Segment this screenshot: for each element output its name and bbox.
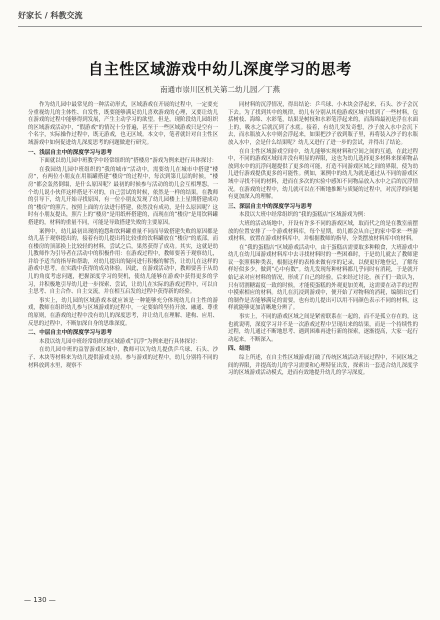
article-title: 自主性区域游戏中幼儿深度学习的思考 xyxy=(88,60,352,78)
body-paragraph: 在自主性区域游戏空间中，幼儿能够实现材料和空间之间的互通，在此过程中，不同的游戏区域间并没有明显的界限，这也为幼儿选择更多材料来探索物品放到水中的沉浮问题提供了更多的可能，打造不同游戏区域之间的界限，使为幼儿进行游戏提供更多的可能性。例如，案例中的幼儿为就是通过从不同的游戏区域中寻找不同的材料，进而在多次的实验中感知不同物品放入水中之后的沉浮情况。在游戏的过程中，幼儿就可以在不断地推断与质疑的过程中，对沉浮的问题有更加深入的理解。 xyxy=(228,148,418,201)
body-paragraph: 事实上，幼儿园的区域游戏本就应该是一种能够充分体现幼儿自主性的游戏，教师在组织幼儿参与区域游戏的过程中，一定要始终坚持开放、融通、尊重的原则，在游戏的过程中没有幼儿的深度思考，并让幼儿在理解、建构、应用、反思的过程中，不断加深自身的思维深度。 xyxy=(28,297,218,327)
page-number: — 130 — xyxy=(24,596,56,604)
body-paragraph: 大班的活动场地中，开设有许多不同的游戏区域，取而代之的是在教室前摆放的位置安排了一个游戏材料库，每个星期，幼儿都会从自己的家中带来一些游戏材料，放置在游戏材料库中，并根据教师的指导，分类摆放材料库中的材料。 xyxy=(228,220,418,243)
body-paragraph: 综上所述，在自主性区域游戏打破了传统区域活动开展过程中，不同区域之间的界限，并提高幼儿的学习需要和心理特征出发，探索出一套适合幼儿深度学习的区域游戏活动模式，进而有效地提升幼儿的学习深度。 xyxy=(228,355,418,377)
journal-header xyxy=(18,10,422,30)
body-paragraph: 事实上，不同的游戏区域之间是紧密联系在一起的，而不是孤立存在的，这也就说明，深度学习并不是一次游戏过程中呈现出来的结果，而是一个持续性的过程，幼儿通过不断地思考、遇到困难再进行新的探索，逐渐提高，大家一起行动起来，不断深入。 xyxy=(228,314,418,343)
body-paragraph: 本段以大班中经常组织的“我的蛋糕店”区域游戏为例： xyxy=(239,212,369,219)
body-paragraph: 在幼儿园中班的益智游戏区域中，教师可以为幼儿提供乒乓球、石头、沙子、木块等材料来为幼儿提供游戏支持。参与游戏的过程中，幼儿分别将不同的材料放到水里，观察不 xyxy=(28,347,218,369)
section-heading: 一、浅层自主中的深度学习与思考 xyxy=(28,149,112,156)
body-paragraph: 在“我的蛋糕店”区域游戏活动中，由于蛋糕店需要取多种粮食，大班游戏中幼儿在幼儿园游戏材料库中去寻找材料时的一些困难时，于是幼儿就去了教师建议一张照料种类表，根据这样的表格来做有序的记录，以便更好地登记，了解每样好似多少，做到“心中有数”。幼儿发现每种材料都几乎同时有消耗，于是就开始记录对应材料的情况，形成了自己的经验，后来经过讨论，孩子们一致认为，只有切割糖霜度一致的时候，才能使蛋糕的外观更加美观，这需要在动手的过程中摸索相应的材料。幼儿在沉浸到游戏中，便开始了对物料的消耗，编制出它们的制作是否能够满足的需要，也有幼儿提出可以用不同颜色表示不同的材料，这样就能够更加清晰地分辨了。 xyxy=(228,244,418,312)
body-paragraph: 作为幼儿园中最常见的一种活动形式，区域游戏在开展的过程中，一定要充分重视幼儿的主体性、自发性，既要能够满足幼儿喜欢游戏的心理，又要让幼儿在游戏的过程中能够得到发展，产生主动学习的欲望。但是，现阶段幼儿园组织的区域游戏活动中，“假游戏”的情况十分普遍，甚至于一些区域游戏只是空有一个名字，实际操作过程中，既无游戏，也无区域。本文中，笔者就针对自主性区域游戏中如何促进幼儿深度思考的问题做进行研究。 xyxy=(28,102,218,146)
body-paragraph: 在我园幼儿园中班组织的“我的城市”活动中，需要幼儿在城市中搭建“楼房”，有两位小朋友在用瓶罐搭建“楼房”的过程中，每次到第几层的时候，“楼房”都会轰然倒塌，是什么原因呢？最初的时候参与活动的幼儿会互相埋怨，一个幼儿说小伙伴这样搭是不对的，自己尝试的时候，依然是一样的结果。在教师的引导下，幼儿开始寻找原因，有一位小朋友发现了幼儿园楼上上星期搭建成功的“楼房”的照片，按照上面的方法进行搭建，依然没有成功，是什么原因呢？这时有小朋友提出，照片上的“楼房”是用纸杯搭建的，而现在的“楼房”是用饮料罐搭建的，材料的重量不同，可能是导致搭建失败的主要原因。 xyxy=(28,166,218,226)
body-paragraph: 本段以幼儿园中班经常组织的区域游戏“沉浮”为例来进行具体探讨： xyxy=(39,338,201,345)
section-heading: 二、中层自主中的深度学习与思考 xyxy=(28,330,112,337)
section-heading: 三、深层自主中的深度学习与思考 xyxy=(228,203,312,210)
article-author: 南通市崇川区机关第二幼儿园／丁燕 xyxy=(160,85,280,94)
left-column xyxy=(28,102,218,371)
section-heading: 四、结语 xyxy=(228,346,251,353)
body-paragraph: 同材料的沉浮情况，得出结论：乒乓球、小木块会浮起来，石头、沙子会沉下去。为了找到其中的规律，幼儿有分别从其他游戏区域中找到了一些材料，包括树枝、海绵、水彩笔，结果是树枝和水彩笔浮起来的，而海绵最初是浮在水面上的，吸水之后就沉到了水底。接着，有幼儿突发奇想，沙子放入水中会沉下去，而水瓶放入水中则会浮起来，如果把沙子放到瓶子里，再将装入沙子的水瓶放入水中，会是什么结果呢？幼儿又进行了进一步的尝试，并得出了结论。 xyxy=(228,102,418,146)
right-column xyxy=(228,102,418,379)
body-paragraph: 案例中，幼儿最初出现的抱怨和饮料罐重量不同而导致搭建失败的原因都是幼儿基于观察提出的，接着有幼儿提出将比较重的饮料罐放在“楼房”的底部，而在楼房的顶部换上比较轻的材料，尝试之后，果然获得了成功。其实，这就是幼儿教师作为引导者在活动中的积极作用：在游戏过程中，教师要善于观察幼儿，并给予适当的指导和帮助，对幼儿提出的疑问进行积极的解答，让幼儿在这样的游戏中思考，在实践中获得的成功体验。因此，在游戏活动中，教师要善于从幼儿的角度考虑问题，把握深度学习的契机，使幼儿能够在游戏中获得更多的学习，并积极地引导幼儿进一步探索、尝试，让幼儿在实际的游戏过程中，可以自主思考、自主合作、自主交流，并在相互启发的过程中获得新的经验。 xyxy=(28,228,218,296)
journal-name: 好家长 / 科教交流 xyxy=(18,11,83,20)
header-rule xyxy=(18,26,422,27)
body-paragraph: 下面就以幼儿园中班教学中经常组织的“搭楼房”游戏为例来进行具体探讨： xyxy=(39,158,218,165)
